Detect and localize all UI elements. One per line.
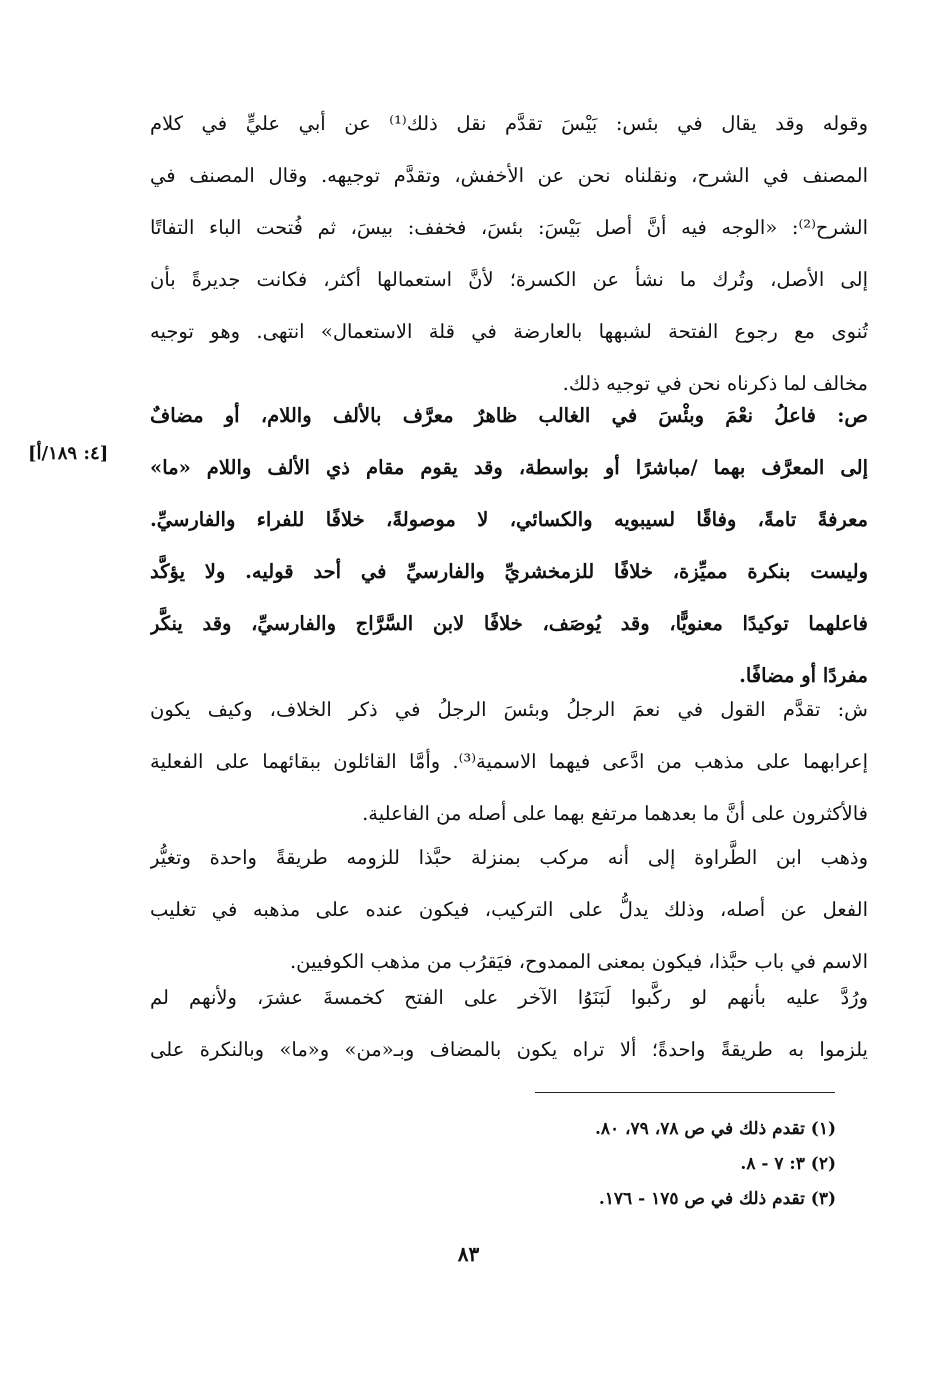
text-line: مخالف لما ذكرناه نحن في توجيه ذلك. [562, 372, 868, 395]
text-line: الفعل عن أصله، وذلك يدلُّ على التركيب، فيكون عنده على مذهبه في تغليب [150, 898, 868, 921]
footnote: (١) تقدم ذلك في ص ٧٨، ٧٩، ٨٠. [594, 1119, 836, 1139]
text-line: تُنوى مع رجوع الفتحة لشبهها بالعارضة في قلة الاستعمال» انتهى. وهو توجيه [150, 320, 868, 343]
text-line: وذهب ابن الطَّراوة إلى أنه مركب بمنزلة حبَّذا للزومه طريقةً واحدة وتغيُّر [150, 846, 868, 869]
text-line: إلى المعرَّف بهما /مباشرًا أو بواسطة، وقد يقوم مقام ذي الألف واللام «ما» [150, 456, 868, 479]
text-line: ص: فاعلُ نعْمَ وبئْسَ في الغالب ظاهرٌ معرَّف بالألف واللام، أو مضافٌ [150, 404, 868, 427]
footnote: (٣) تقدم ذلك في ص ١٧٥ - ١٧٦. [598, 1189, 836, 1209]
text-line: إلى الأصل، وتُرك ما نشأ عن الكسرة؛ لأنَّ استعمالها أكثر، فكانت جديرةً بأن [150, 268, 868, 291]
text-line: يلزموا به طريقةً واحدةً؛ ألا تراه يكون بالمضاف وبـ«من» و«ما» وبالنكرة على [150, 1038, 868, 1061]
commentary-paragraph [150, 972, 868, 1076]
footnotes [380, 1112, 836, 1217]
text-line: وقوله وقد يقال في بئس: بَيْسَ تقدَّم نقل ذلك⁽¹⁾ عن أبي عليٍّ في كلام [150, 112, 868, 135]
text-line: مفردًا أو مضافًا. [739, 664, 868, 687]
text-line: إعرابهما على مذهب من ادَّعى فيهما الاسمية⁽³⁾. وأمَّا القائلون ببقائهما على الفعلية [150, 750, 868, 773]
footnote-divider [535, 1092, 835, 1093]
manuscript-folio-reference: [٤: ١٨٩/أ] [28, 443, 109, 464]
text-line: ورُدَّ عليه بأنهم لو ركَّبوا لَبَنَوُا الآخر على الفتح كخمسةَ عشرَ، ولأنهم لم [150, 986, 868, 1009]
text-line: فاعلهما توكيدًا معنويًّا، وقد يُوصَف، خلافًا لابن السَّرَّاج والفارسيِّ، وقد ينكَّر [150, 612, 868, 635]
text-line: الاسم في باب حبَّذا، فيكون بمعنى الممدوح، فيَقرُب من مذهب الكوفيين. [289, 950, 868, 973]
sharh-paragraph [150, 684, 868, 840]
text-line: الشرح⁽²⁾: «الوجه فيه أنَّ أصل بَيْسَ: بئسَ، فخفف: بيسَ، ثم فُتحت الباء التفاتًا [150, 216, 868, 239]
page-number: ٨٣ [457, 1242, 480, 1266]
commentary-paragraph [150, 98, 868, 410]
text-line: معرفةً تامةً، وفاقًا لسيبويه والكسائي، لا موصولةً، خلافًا للفراء والفارسيِّ. [150, 508, 868, 531]
footnote: (٢) ٣: ٧ - ٨. [740, 1154, 836, 1174]
text-line: وليست بنكرة مميِّزة، خلافًا للزمخشريِّ والفارسيِّ في أحد قوليه. ولا يؤكَّد [150, 560, 868, 583]
text-line: ش: تقدَّم القول في نعمَ الرجلُ وبئسَ الرجلُ في ذكر الخلاف، وكيف يكون [150, 698, 868, 721]
text-line: فالأكثرون على أنَّ ما بعدهما مرتفع بهما على أصله من الفاعلية. [362, 802, 868, 825]
matn-paragraph [150, 390, 868, 702]
text-line: المصنف في الشرح، ونقلناه نحن عن الأخفش، وتقدَّم توجيهه. وقال المصنف في [150, 164, 868, 187]
commentary-paragraph [150, 832, 868, 988]
